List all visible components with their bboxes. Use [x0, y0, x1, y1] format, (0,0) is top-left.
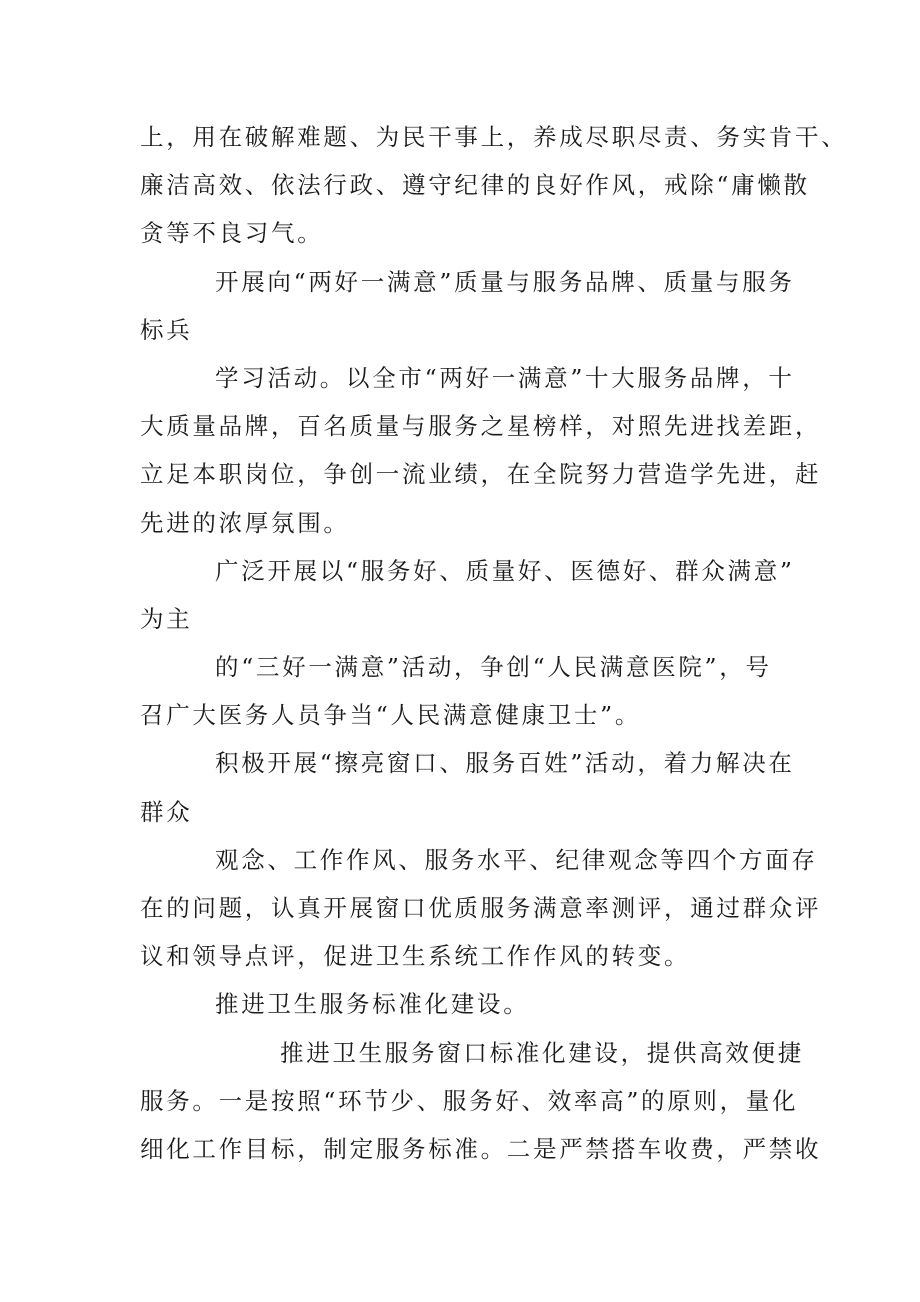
text-line: 上，用在破解难题、为民干事上，养成尽职尽责、务实肯干、 [140, 123, 848, 151]
text-line: 标兵 [140, 315, 193, 344]
text-line: 推进卫生服务标准化建设。 [215, 990, 530, 1019]
text-line: 立足本职岗位，争创一流业绩，在全院努力营造学先进，赶 [140, 460, 822, 489]
text-line: 广泛开展以“服务好、质量好、医德好、群众满意” [215, 556, 795, 585]
text-line: 贪等不良习气。 [140, 219, 324, 248]
text-line: 积极开展“擦亮窗口、服务百姓”活动，着力解决在 [215, 749, 795, 778]
text-line: 的“三好一满意”活动，争创“人民满意医院”，号 [215, 653, 772, 682]
text-line: 观念、工作作风、服务水平、纪律观念等四个方面存 [215, 845, 818, 874]
text-line: 议和领导点评，促进卫生系统工作作风的转变。 [140, 942, 691, 971]
text-line: 先进的浓厚氛围。 [140, 508, 350, 537]
text-line: 推进卫生服务窗口标准化建设，提供高效便捷 [280, 1038, 804, 1067]
text-line: 在的问题，认真开展窗口优质服务满意率测评，通过群众评 [140, 894, 822, 922]
text-line: 群众 [140, 797, 193, 826]
text-line: 廉洁高效、依法行政、遵守纪律的良好作风，戒除“庸懒散 [140, 171, 810, 200]
text-line: 为主 [140, 604, 193, 633]
text-line: 服务。一是按照“环节少、服务好、效率高”的原则，量化 [140, 1086, 799, 1115]
document-body [140, 113, 848, 1173]
text-line: 开展向“两好一满意”质量与服务品牌、质量与服务 [215, 267, 795, 296]
text-line: 细化工作目标，制定服务标准。二是严禁搭车收费，严禁收 [140, 1134, 822, 1163]
text-line: 召广大医务人员争当“人民满意健康卫士”。 [140, 701, 642, 730]
text-line: 学习活动。以全市“两好一满意”十大服务品牌，十 [215, 363, 795, 392]
text-line: 大质量品牌，百名质量与服务之星榜样，对照先进找差距， [140, 412, 822, 441]
